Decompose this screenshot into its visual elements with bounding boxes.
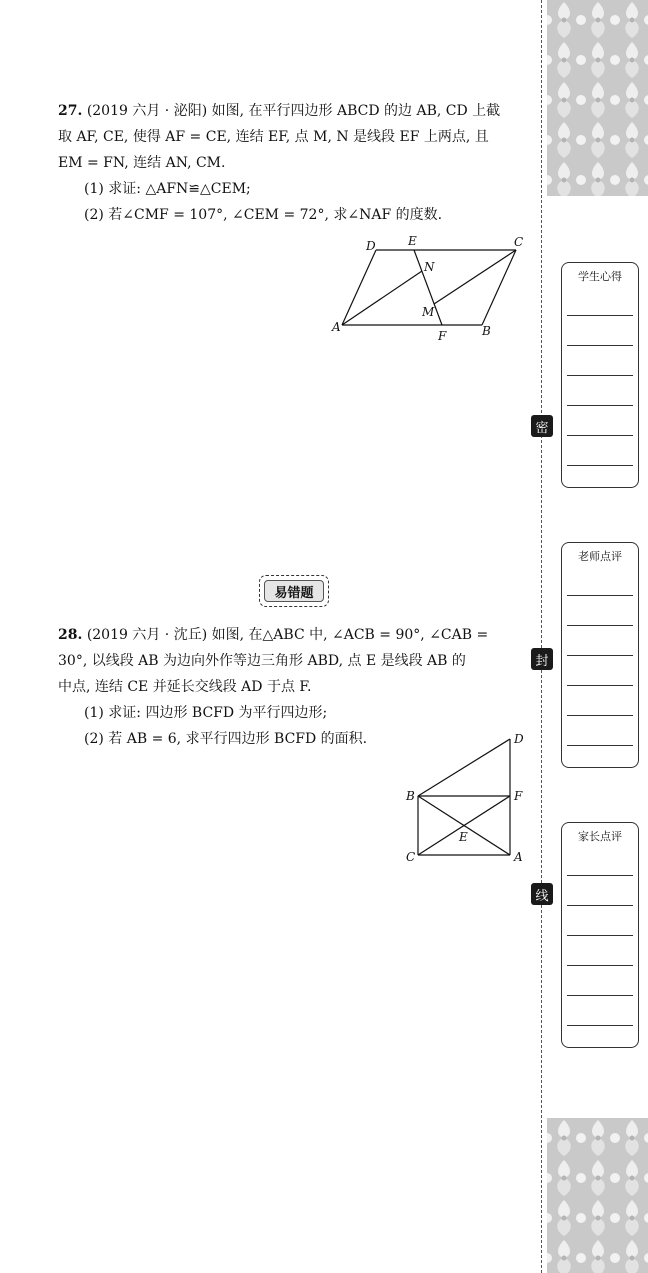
q28-label-a: A [514, 850, 523, 864]
error-prone-badge-label: 易错题 [264, 580, 324, 602]
q27-number: 27. [58, 103, 83, 119]
q27-label-e: E [408, 234, 417, 248]
note-line [567, 656, 633, 686]
note-line [567, 846, 633, 876]
note-line [567, 626, 633, 656]
note-line [567, 436, 633, 466]
note-line [567, 966, 633, 996]
q28-line-1: 28. (2019 六月 · 沈丘) 如图, 在△ABC 中, ∠ACB = 90°, ∠CAB = [58, 627, 489, 643]
note-line [567, 716, 633, 746]
q28-part-1: (1) 求证: 四边形 BCFD 为平行四边形; [84, 705, 328, 721]
q28-label-d: D [514, 732, 524, 746]
note-line [567, 596, 633, 626]
note-line [567, 936, 633, 966]
question-27 [58, 98, 528, 228]
note-line [567, 316, 633, 346]
student-notes-title: 学生心得 [578, 270, 622, 283]
teacher-comments-title: 老师点评 [578, 550, 622, 563]
parent-comments-title: 家长点评 [578, 830, 622, 843]
q28-number: 28. [58, 627, 83, 643]
q27-label-n: N [424, 260, 435, 274]
note-line [567, 566, 633, 596]
note-line [567, 286, 633, 316]
q28-label-f: F [514, 789, 523, 803]
note-line [567, 996, 633, 1026]
q27-line-1: 27. (2019 六月 · 泌阳) 如图, 在平行四边形 ABCD 的边 AB, CD 上截 [58, 103, 501, 119]
q27-label-b: B [482, 324, 491, 338]
q28-label-c: C [406, 850, 416, 864]
q28-part-2: (2) 若 AB = 6, 求平行四边形 BCFD 的面积. [84, 731, 368, 747]
q27-label-d: D [366, 239, 376, 253]
q28-label-e: E [459, 830, 468, 844]
q28-line-2: 30°, 以线段 AB 为边向外作等边三角形 ABD, 点 E 是线段 AB 的 [58, 653, 466, 669]
q27-line-3: EM = FN, 连结 AN, CM. [58, 155, 226, 171]
q27-line-2: 取 AF, CE, 使得 AF = CE, 连结 EF, 点 M, N 是线段 EF 上两点, 且 [58, 129, 489, 145]
note-line [567, 906, 633, 936]
seal-char-mi: 密 [531, 415, 553, 437]
decorative-pattern-bottom [547, 1118, 648, 1273]
parent-comments-box [561, 822, 639, 1048]
seal-char-xian: 线 [531, 883, 553, 905]
q27-part-2: (2) 若∠CMF = 107°, ∠CEM = 72°, 求∠NAF 的度数. [84, 207, 443, 223]
q27-label-f: F [438, 329, 447, 343]
q27-label-a: A [332, 320, 341, 334]
q27-label-m: M [422, 305, 435, 319]
cut-dashed-line [541, 0, 542, 1273]
seal-char-feng: 封 [531, 648, 553, 670]
q27-label-c: C [514, 235, 524, 249]
note-line [567, 346, 633, 376]
note-line [567, 686, 633, 716]
error-prone-badge [259, 575, 329, 607]
note-line [567, 376, 633, 406]
q28-label-b: B [406, 789, 415, 803]
decorative-pattern-top [547, 0, 648, 196]
note-line [567, 406, 633, 436]
q28-figure [400, 728, 535, 868]
q27-part-1: (1) 求证: △AFN≌△CEM; [84, 181, 251, 197]
student-notes-box [561, 262, 639, 488]
q28-edge-bd [418, 739, 510, 796]
note-line [567, 876, 633, 906]
q28-line-3: 中点, 连结 CE 并延长交线段 AD 于点 F. [58, 679, 312, 695]
teacher-comments-box [561, 542, 639, 768]
q27-figure [330, 232, 530, 347]
